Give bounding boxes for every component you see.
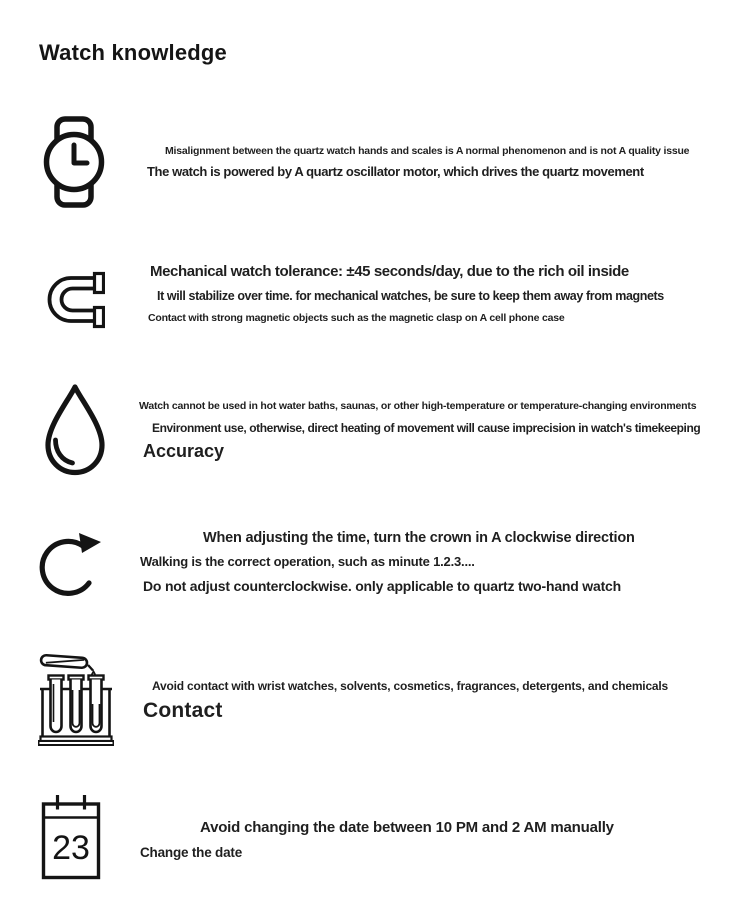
contact-heading: Contact: [143, 699, 223, 722]
temperature-environment-note: Environment use, otherwise, direct heating of movement will cause imprecision in watch's timekeeping: [152, 421, 701, 435]
change-the-date-label: Change the date: [140, 845, 243, 860]
temperature-warning-note: Watch cannot be used in hot water baths, saunas, or other high-temperature or temperature-changing environments: [139, 400, 697, 412]
test-tubes-icon: [38, 652, 114, 746]
magnet-contact-note: Contact with strong magnetic objects such as the magnetic clasp on A cell phone case: [148, 312, 565, 324]
arrowhead-icon: [79, 533, 101, 553]
clockwise-rotation-icon: [39, 524, 103, 605]
page-title: Watch knowledge: [39, 40, 227, 65]
quartz-movement-note: The watch is powered by A quartz oscillator motor, which drives the quartz movement: [147, 164, 644, 179]
magnet-stabilize-note: It will stabilize over time. for mechanical watches, be sure to keep them away from magnets: [157, 289, 664, 303]
quartz-misalignment-note: Misalignment between the quartz watch hands and scales is A normal phenomenon and is not A quality issue: [165, 145, 690, 157]
calendar-date-number: 23: [52, 829, 90, 867]
calendar-icon: [40, 793, 102, 881]
accuracy-heading: Accuracy: [143, 441, 225, 461]
wristwatch-icon: [42, 115, 106, 209]
water-drop-icon: [40, 383, 110, 477]
date-change-warning-note: Avoid changing the date between 10 PM and 2 AM manually: [200, 819, 614, 836]
magnet-tolerance-heading: Mechanical watch tolerance: ±45 seconds/day, due to the rich oil inside: [150, 263, 629, 280]
counterclockwise-warning-note: Do not adjust counterclockwise. only applicable to quartz two-hand watch: [143, 578, 621, 594]
walking-operation-note: Walking is the correct operation, such as minute 1.2.3....: [140, 554, 475, 569]
magnet-icon: [45, 268, 105, 332]
chemicals-warning-note: Avoid contact with wrist watches, solvents, cosmetics, fragrances, detergents, and chemicals: [152, 679, 668, 693]
crown-clockwise-note: When adjusting the time, turn the crown in A clockwise direction: [203, 530, 635, 546]
